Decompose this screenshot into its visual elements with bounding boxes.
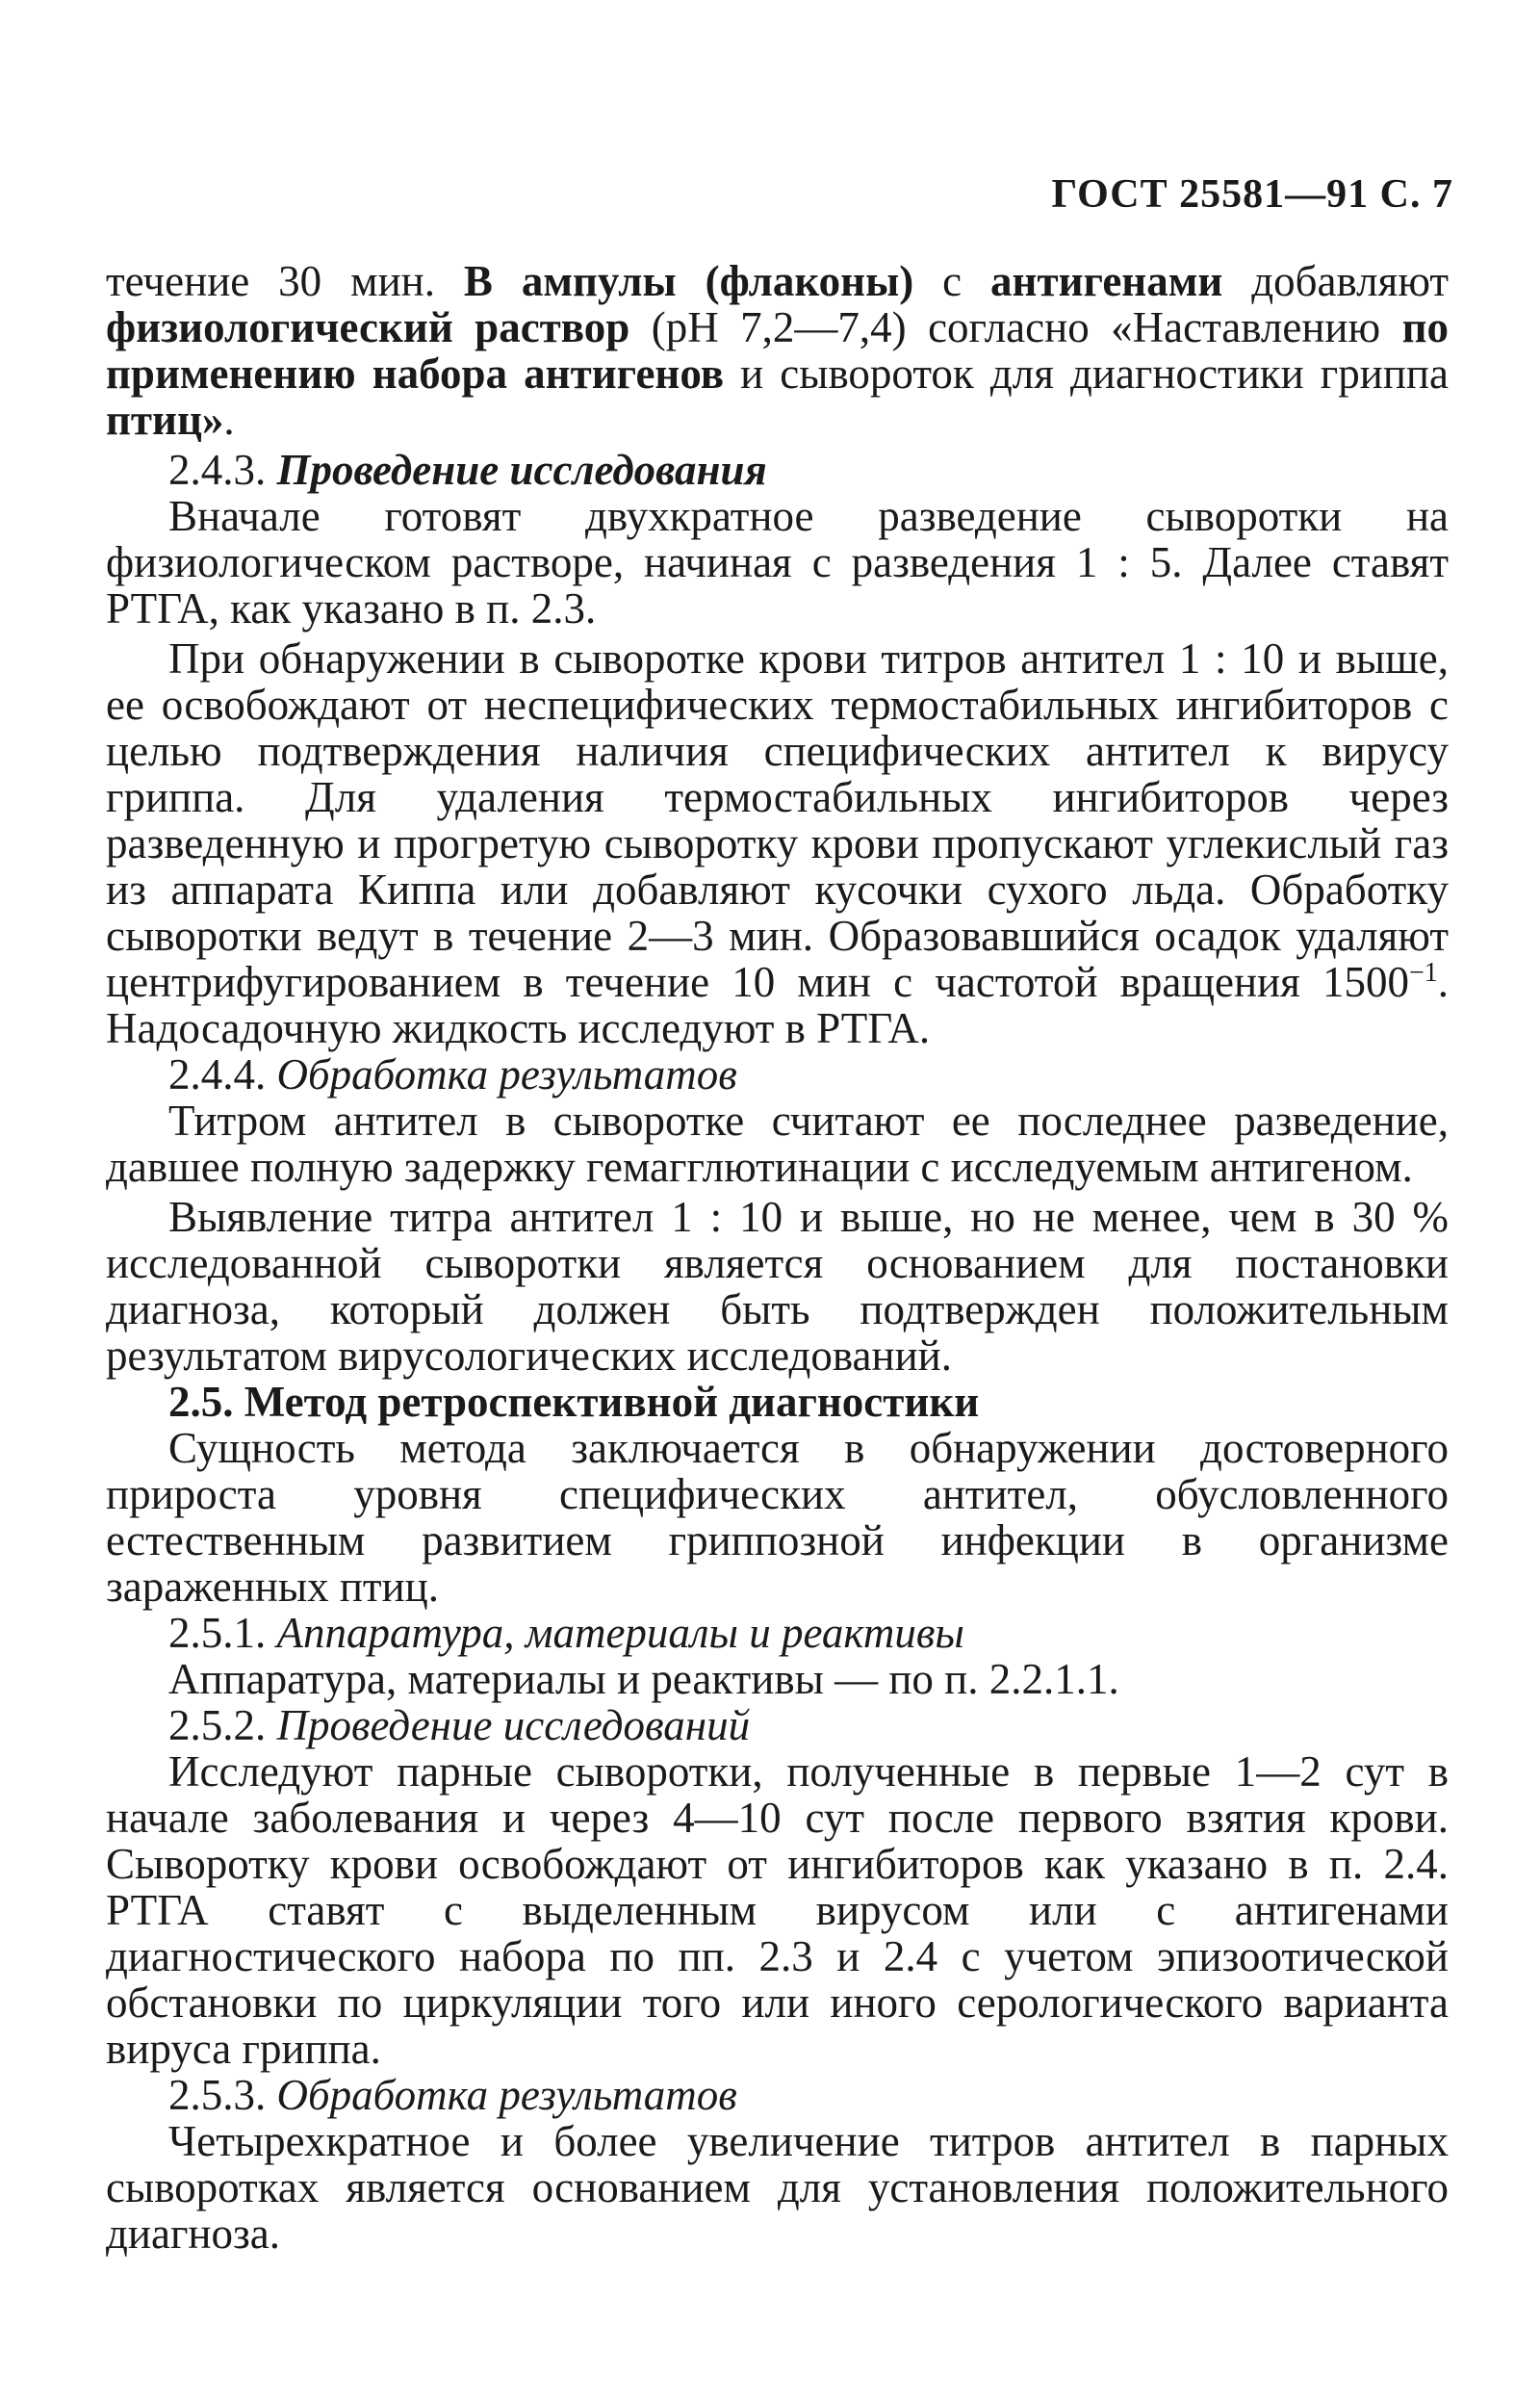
paragraph: Сущность метода заключается в обнаружении достоверного прироста уровня специфических антител, обусловленного естественным развитием гриппозной инфекции в организме зараженных птиц. <box>106 1424 1449 1611</box>
document-body <box>106 258 1449 2257</box>
section-title: Аппаратура, материалы и реактивы <box>276 1609 964 1657</box>
text-run: и сывороток для диагностики гриппа <box>724 349 1449 398</box>
section-title: Проведение исследований <box>276 1701 751 1749</box>
section-heading-2-5-3 <box>106 2072 1449 2118</box>
text-run: (рН 7,2—7,4) согласно «Наставлению <box>629 303 1402 351</box>
text-run: добавляют <box>1222 257 1450 305</box>
section-number: 2.4.3. <box>168 446 277 494</box>
bold-run: по применению набора антигенов <box>106 303 1449 398</box>
section-title: Обработка результатов <box>276 2071 737 2119</box>
paragraph <box>106 635 1449 1051</box>
paragraph: Исследуют парные сыворотки, полученные в первые 1—2 сут в начале заболевания и через 4—10 сут после первого взятия крови. Сыворотку крови освобождают от ингибиторов как указано в п. 2.4. РТГА ставят с выделенным вирусом или с антигенами диагностического набора по пп. 2.3 и 2.4 с учетом эпизоотической обстановки по циркуляции того или иного серологического варианта вируса гриппа. <box>106 1747 1449 2073</box>
section-heading-2-5 <box>106 1379 1449 1425</box>
section-title: Метод ретроспективной диагностики <box>244 1378 980 1426</box>
bold-run: птиц» <box>106 396 224 444</box>
superscript: −1 <box>1408 958 1438 988</box>
paragraph: Четырехкратное и более увеличение титров антител в парных сыворотках является основанием для установления положительного диагноза. <box>106 2117 1449 2258</box>
text-run: . <box>223 396 235 444</box>
section-heading-2-4-3 <box>106 447 1449 493</box>
section-number: 2.5. <box>168 1378 244 1426</box>
text-run: . Надосадочную жидкость исследуют в РТГА. <box>106 958 1449 1052</box>
section-heading-2-5-2 <box>106 1702 1449 1748</box>
section-title: Проведение исследования <box>276 446 767 494</box>
section-number: 2.5.3. <box>168 2071 277 2119</box>
section-title: Обработка результатов <box>276 1050 737 1099</box>
page-header: ГОСТ 25581—91 С. 7 <box>1051 172 1453 217</box>
text-run: течение 30 мин. <box>106 257 464 305</box>
paragraph: Титром антител в сыворотке считают ее последнее разведение, давшее полную задержку гемагглютинации с исследуемым антигеном. <box>106 1097 1449 1191</box>
bold-run: физиологический раствор <box>106 303 630 351</box>
section-heading-2-5-1 <box>106 1610 1449 1656</box>
section-number: 2.5.2. <box>168 1701 277 1749</box>
bold-run: В ампулы (флаконы) <box>463 257 914 305</box>
paragraph: Вначале готовят двухкратное разведение сыворотки на физиологическом растворе, начиная с разведения 1 : 5. Далее ставят РТГА, как указано в п. 2.3. <box>106 492 1449 633</box>
section-number: 2.4.4. <box>168 1050 277 1099</box>
text-run: При обнаружении в сыворотке крови титров антител 1 : 10 и выше, ее освобождают от неспецифических термостабильных ингибиторов с целью подтверждения наличия специфических антител к вирусу гриппа. Для удаления термостабильных ингибиторов через разведенную и прогретую сыворотку крови пропускают углекислый газ из аппарата Киппа или добавляют кусочки сухого льда. Обработку сыворотки ведут в течение 2—3 мин. Образовавшийся осадок удаляют центрифугированием в течение 10 мин с частотой вращения 1500 <box>106 634 1449 1006</box>
paragraph-continuation <box>106 258 1449 443</box>
text-run: с <box>913 257 991 305</box>
paragraph: Аппаратура, материалы и реактивы — по п. 2.2.1.1. <box>168 1655 1119 1703</box>
section-heading-2-4-4 <box>106 1051 1449 1098</box>
paragraph: Выявление титра антител 1 : 10 и выше, но не менее, чем в 30 % исследованной сыворотки является основанием для постановки диагноза, который должен быть подтвержден положительным результатом вирусологических исследований. <box>106 1193 1449 1380</box>
bold-run: антигенами <box>990 257 1223 305</box>
section-number: 2.5.1. <box>168 1609 277 1657</box>
